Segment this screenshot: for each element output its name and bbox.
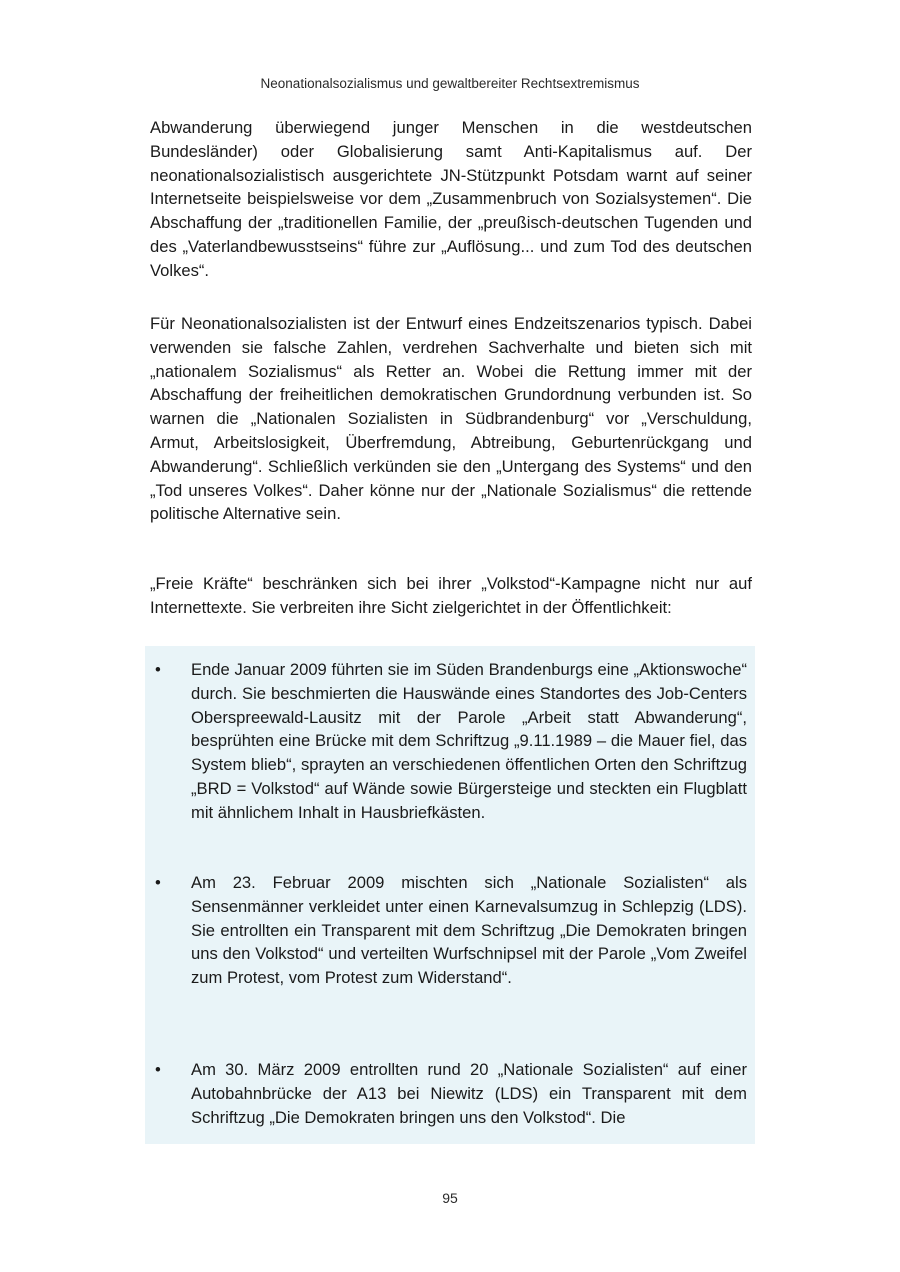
paragraph-1: Abwanderung überwiegend junger Menschen in die westdeutschen Bundesländer) oder Globalisierung samt Anti-Kapitalismus auf. Der neonationalsozialistisch ausgerichtete JN-Stützpunkt Potsdam warnt auf seiner Internetseite beispielsweise vor dem „Zusammenbruch von Sozialsystemen“. Die Abschaffung der „traditionellen Familie, der „preußisch-deutschen Tugenden und des „Vaterlandbewusstseins“ führe zur „Auflösung... und zum Tod des deutschen Volkes“. xyxy=(150,118,752,280)
bullet-text: Ende Januar 2009 führten sie im Süden Brandenburgs eine „Aktionswoche“ durch. Sie beschmierten die Hauswände eines Standortes des Job-Centers Oberspreewald-Lausitz mit der Parole „Arbeit statt Abwanderung“, besprühten eine Brücke mit dem Schriftzug „9.11.1989 – die Mauer fiel, das System blieb“, sprayten an verschiedenen öffentlichen Orten den Schriftzug „BRD = Volkstod“ auf Wände sowie Bürgersteige und steckten ein Flugblatt mit ähnlichem Inhalt in Hausbriefkästen. xyxy=(191,660,747,822)
page-number: 95 xyxy=(442,1190,458,1206)
bullet-text: Am 23. Februar 2009 mischten sich „Nationale Sozialisten“ als Sensenmänner verkleidet unter einen Karnevalsumzug in Schlepzig (LDS). Sie entrollten ein Transparent mit dem Schriftzug „Die Demokraten bringen uns den Volkstod“ und verteilten Wurfschnipsel mit der Parole „Vom Zweifel zum Protest, vom Protest zum Widerstand“. xyxy=(191,873,747,988)
running-head: Neonationalsozialismus und gewaltbereiter Rechtsextremismus xyxy=(260,76,640,91)
bullet-text: Am 30. März 2009 entrollten rund 20 „Nationale Sozialisten“ auf einer Autobahnbrücke der A13 bei Niewitz (LDS) ein Transparent mit dem Schriftzug „Die Demokraten bringen uns den Volkstod“. Die xyxy=(191,1060,747,1127)
paragraph-3: „Freie Kräfte“ beschränken sich bei ihrer „Volkstod“-Kampagne nicht nur auf Internettexte. Sie verbreiten ihre Sicht zielgerichtet in der Öffentlichkeit: xyxy=(150,574,752,617)
highlight-box xyxy=(145,646,755,1144)
bullet-icon: • xyxy=(155,660,161,679)
bullet-icon: • xyxy=(155,1060,161,1079)
paragraph-2: Für Neonationalsozialisten ist der Entwurf eines Endzeitszenarios typisch. Dabei verwenden sie falsche Zahlen, verdrehen Sachverhalte und bieten sich mit „nationalem Sozialismus“ als Retter an. Wobei die Rettung immer mit der Abschaffung der freiheitlichen demokratischen Grundordnung verbunden ist. So warnen die „Nationalen Sozialisten in Südbrandenburg“ vor „Verschuldung, Armut, Arbeitslosigkeit, Überfremdung, Abtreibung, Geburtenrückgang und Abwanderung“. Schließlich verkünden sie den „Untergang des Systems“ und den „Tod unseres Volkes“. Daher könne nur der „Nationale Sozialismus“ die rettende politische Alternative sein. xyxy=(150,314,752,524)
bullet-icon: • xyxy=(155,873,161,892)
